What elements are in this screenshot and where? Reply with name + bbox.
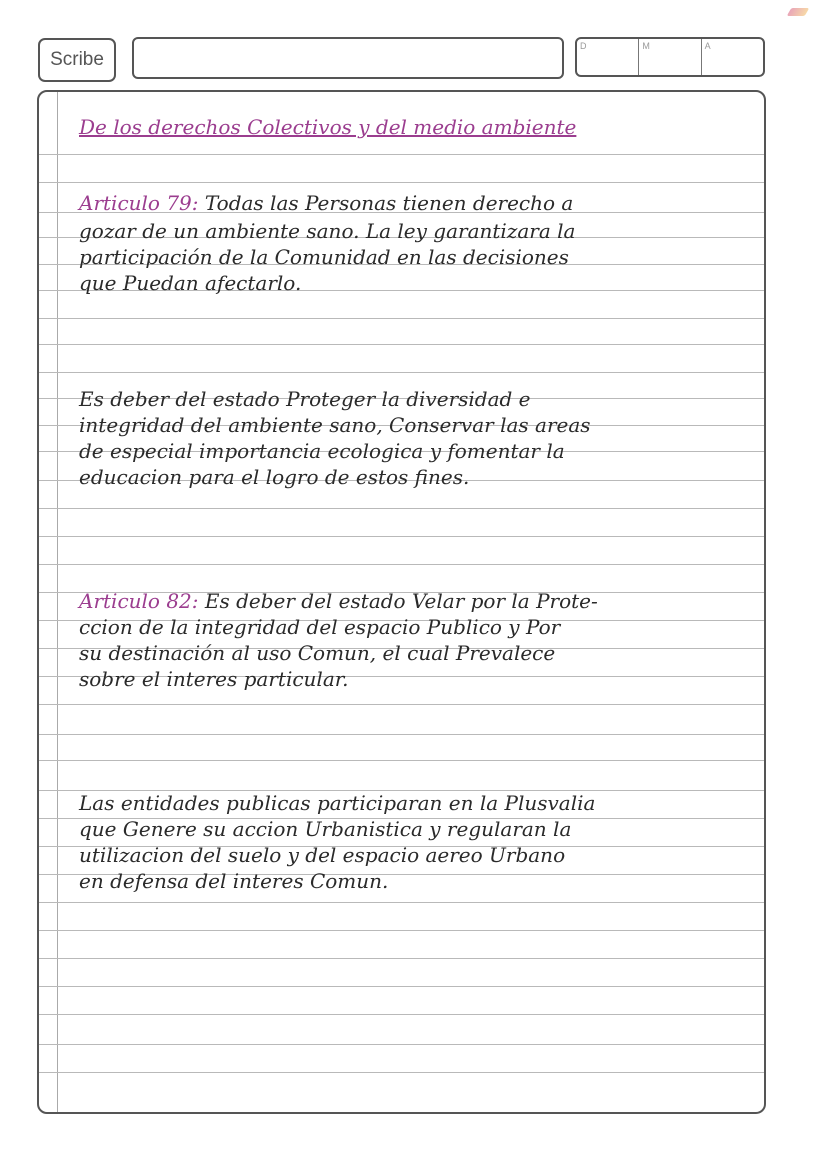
text-line (79, 588, 766, 614)
line-text: educacion para el logro de estos fines. (79, 465, 470, 489)
text-line (79, 842, 766, 868)
text-line (79, 464, 766, 490)
text-line (79, 666, 766, 692)
ruled-line (39, 372, 764, 373)
text-line (79, 218, 766, 244)
date-month-cell (639, 39, 701, 75)
text-line (79, 270, 766, 296)
ruled-line (39, 508, 764, 509)
text-line (79, 190, 766, 216)
ruled-line (39, 930, 764, 931)
ruled-line (39, 734, 764, 735)
section-heading: De los derechos Colectivos y del medio ambiente (79, 115, 577, 139)
date-field (575, 37, 765, 77)
line-text: participación de la Comunidad en las decisiones (79, 245, 569, 269)
ruled-line (39, 760, 764, 761)
line-text: Es deber del estado Velar por la Prote- (198, 589, 598, 613)
ruled-line (39, 318, 764, 319)
line-text: gozar de un ambiente sano. La ley garantizara la (79, 219, 576, 243)
article-label: Articulo 82: (79, 589, 199, 613)
title-field (132, 37, 564, 79)
ruled-line (39, 958, 764, 959)
line-text: integridad del ambiente sano, Conservar las areas (79, 413, 591, 437)
date-year-label: A (704, 41, 711, 51)
date-month-label: M (642, 41, 650, 51)
ruled-line (39, 154, 764, 155)
date-day-cell (577, 39, 639, 75)
line-text: de especial importancia ecologica y fomentar la (79, 439, 565, 463)
ruled-line (39, 344, 764, 345)
line-text: sobre el interes particular. (79, 667, 349, 691)
text-line (79, 868, 766, 894)
text-line (79, 614, 766, 640)
ruled-line (39, 986, 764, 987)
ruled-line (39, 1014, 764, 1015)
notebook-sheet (37, 90, 766, 1114)
ruled-line (39, 564, 764, 565)
line-text: que Genere su accion Urbanistica y regularan la (79, 817, 572, 841)
line-text: Las entidades publicas participaran en la Plusvalia (79, 791, 596, 815)
ruled-line (39, 182, 764, 183)
line-text: Todas las Personas tienen derecho a (198, 191, 574, 215)
line-text: ccion de la integridad del espacio Publico y Por (79, 615, 561, 639)
ruled-line (39, 536, 764, 537)
line-text: su destinación al uso Comun, el cual Prevalece (79, 641, 556, 665)
date-day-label: D (580, 41, 587, 51)
text-line (79, 438, 766, 464)
ruled-line (39, 902, 764, 903)
line-text: utilizacion del suelo y del espacio aereo Urbano (79, 843, 566, 867)
brand-logo (38, 38, 116, 82)
text-line (79, 386, 766, 412)
text-line (79, 114, 766, 140)
page-header (0, 0, 828, 92)
text-line (79, 412, 766, 438)
line-text: que Puedan afectarlo. (79, 271, 302, 295)
brand-name: Scribe (50, 49, 104, 70)
ruled-line (39, 1072, 764, 1073)
text-line (79, 790, 766, 816)
text-line (79, 244, 766, 270)
ruled-line (39, 1044, 764, 1045)
text-line (79, 640, 766, 666)
article-label: Articulo 79: (79, 191, 199, 215)
margin-line (57, 92, 58, 1112)
corner-highlight-mark (787, 8, 810, 16)
ruled-line (39, 704, 764, 705)
text-line (79, 816, 766, 842)
line-text: Es deber del estado Proteger la diversidad e (79, 387, 531, 411)
line-text: en defensa del interes Comun. (79, 869, 389, 893)
date-year-cell (702, 39, 763, 75)
